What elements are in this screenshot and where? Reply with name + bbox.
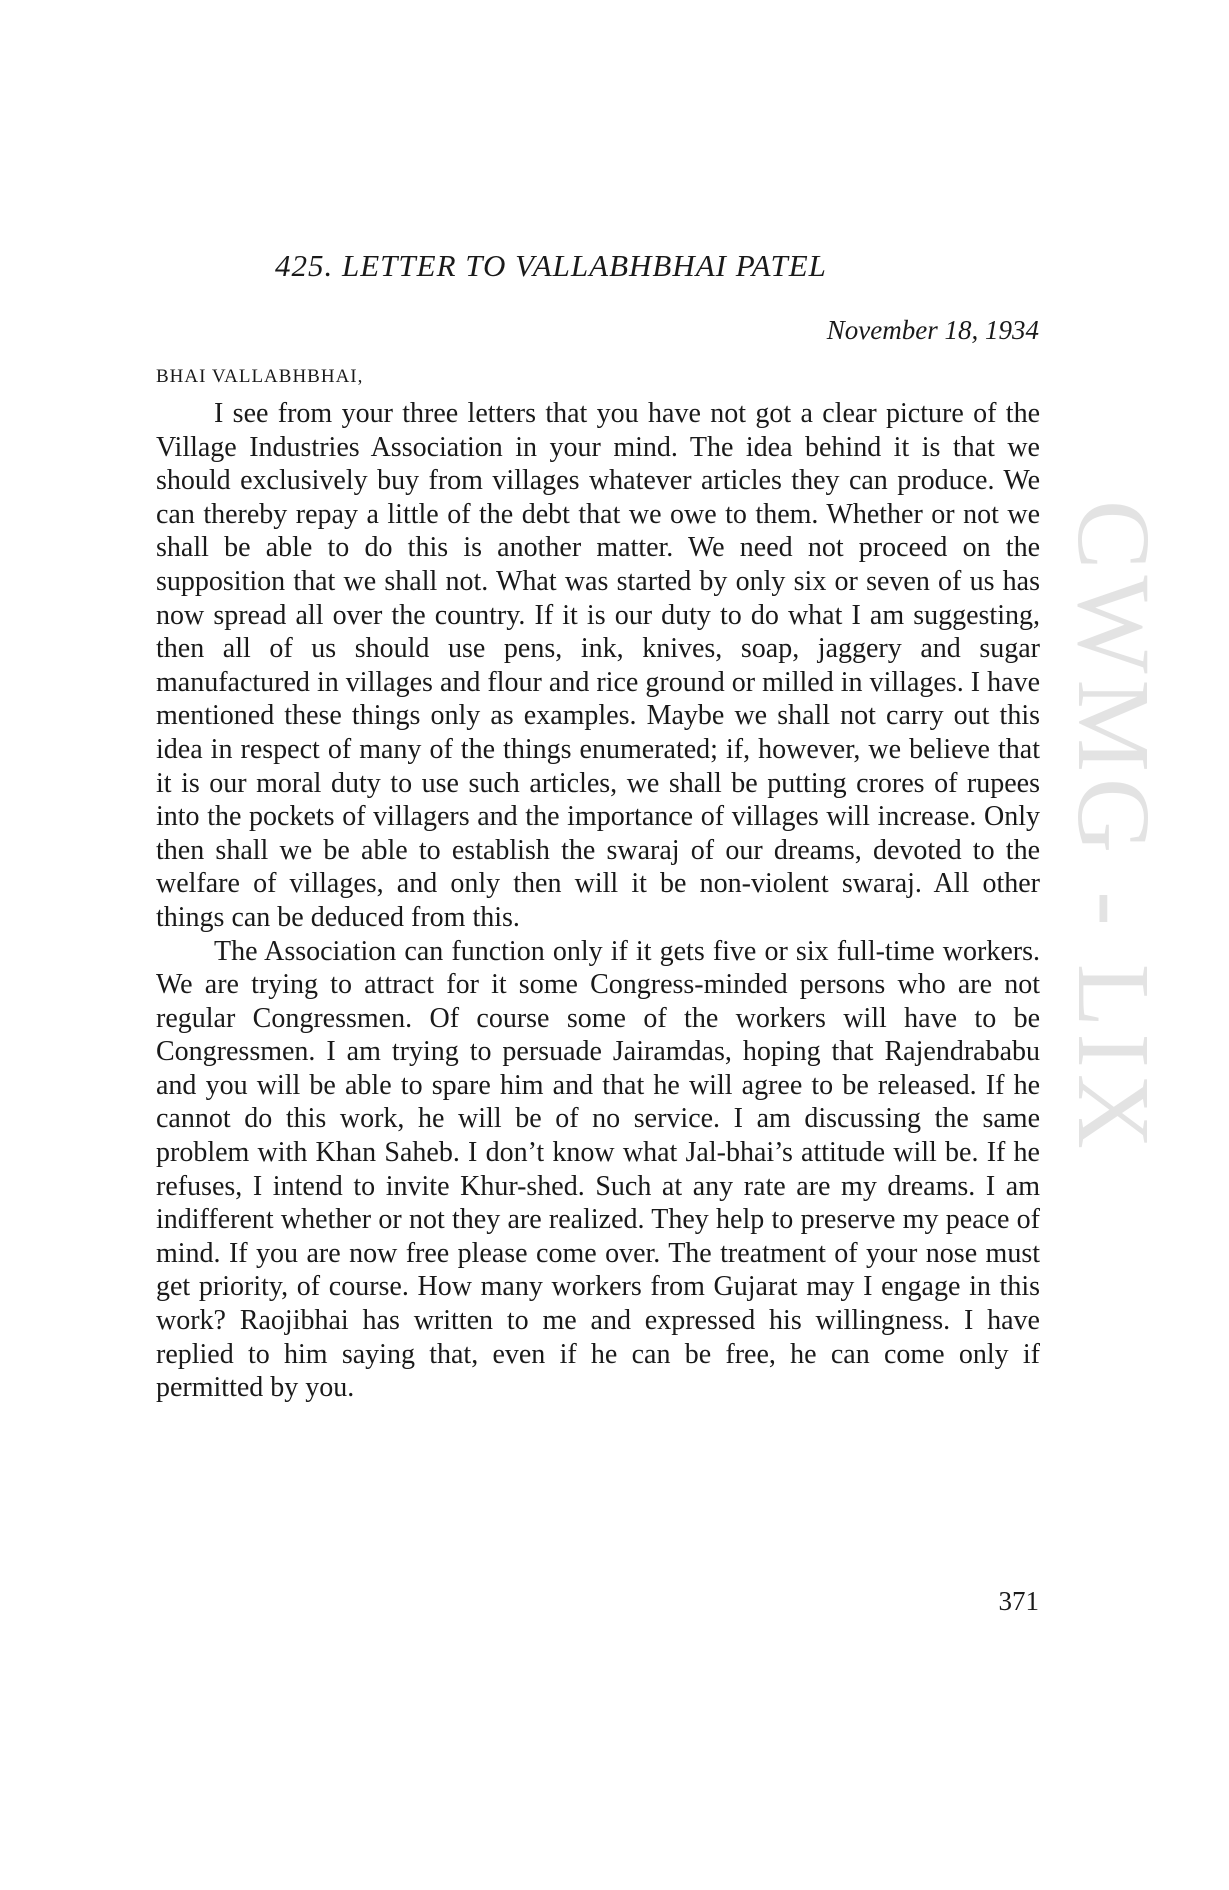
page-number: 371 [998, 1586, 1039, 1616]
paragraph-1: I see from your three letters that you have not got a clear picture of the Village Industries Association in your mind. The idea behind it is that we should exclusively buy from villages whatever articles they can produce. We can thereby repay a little of the debt that we owe to them. Whether or not we shall be able to do this is another matter. We need not proceed on the supposition that we shall not. What was started by only six or seven of us has now spread all over the country. If it is our duty to do what I am suggesting, then all of us should use pens, ink, knives, soap, jaggery and sugar manufactured in villages and flour and rice ground or milled in villages. I have mentioned these things only as examples. Maybe we shall not carry out this idea in respect of many of the things enumerated; if, however, we believe that it is our moral duty to use such articles, we shall be putting crores of rupees into the pockets of villagers and the importance of villages will increase. Only then shall we be able to establish the swaraj of our dreams, devoted to the welfare of villages, and only then will it be non-violent swaraj. All other things can be deduced from this. [156, 398, 1040, 933]
watermark-text: CWMG - LIX [1056, 500, 1171, 1156]
page-title: 425. LETTER TO VALLABHBHAI PATEL [275, 248, 827, 283]
letter-body [156, 397, 1040, 1405]
salutation: BHAI VALLABHBHAI, [156, 366, 364, 387]
paragraph-2: The Association can function only if it gets five or six full-time workers. We are trying to attract for it some Congress-minded persons who are not regular Congressmen. Of course some of the workers will have to be Congressmen. I am trying to persuade Jairamdas, hoping that Rajendrababu and you will be able to spare him and that he will agree to be released. If he cannot do this work, he will be of no service. I am discussing the same problem with Khan Saheb. I don’t know what Jal-bhai’s attitude will be. If he refuses, I intend to invite Khur-shed. Such at any rate are my dreams. I am indifferent whether or not they are realized. They help to preserve my peace of mind. If you are now free please come over. The treatment of your nose must get priority, of course. How many workers from Gujarat may I engage in this work? Raojibhai has written to me and expressed his willingness. I have replied to him saying that, even if he can be free, he can come only if permitted by you. [156, 935, 1040, 1404]
watermark [1048, 500, 1188, 1400]
letter-date: November 18, 1934 [826, 315, 1039, 345]
